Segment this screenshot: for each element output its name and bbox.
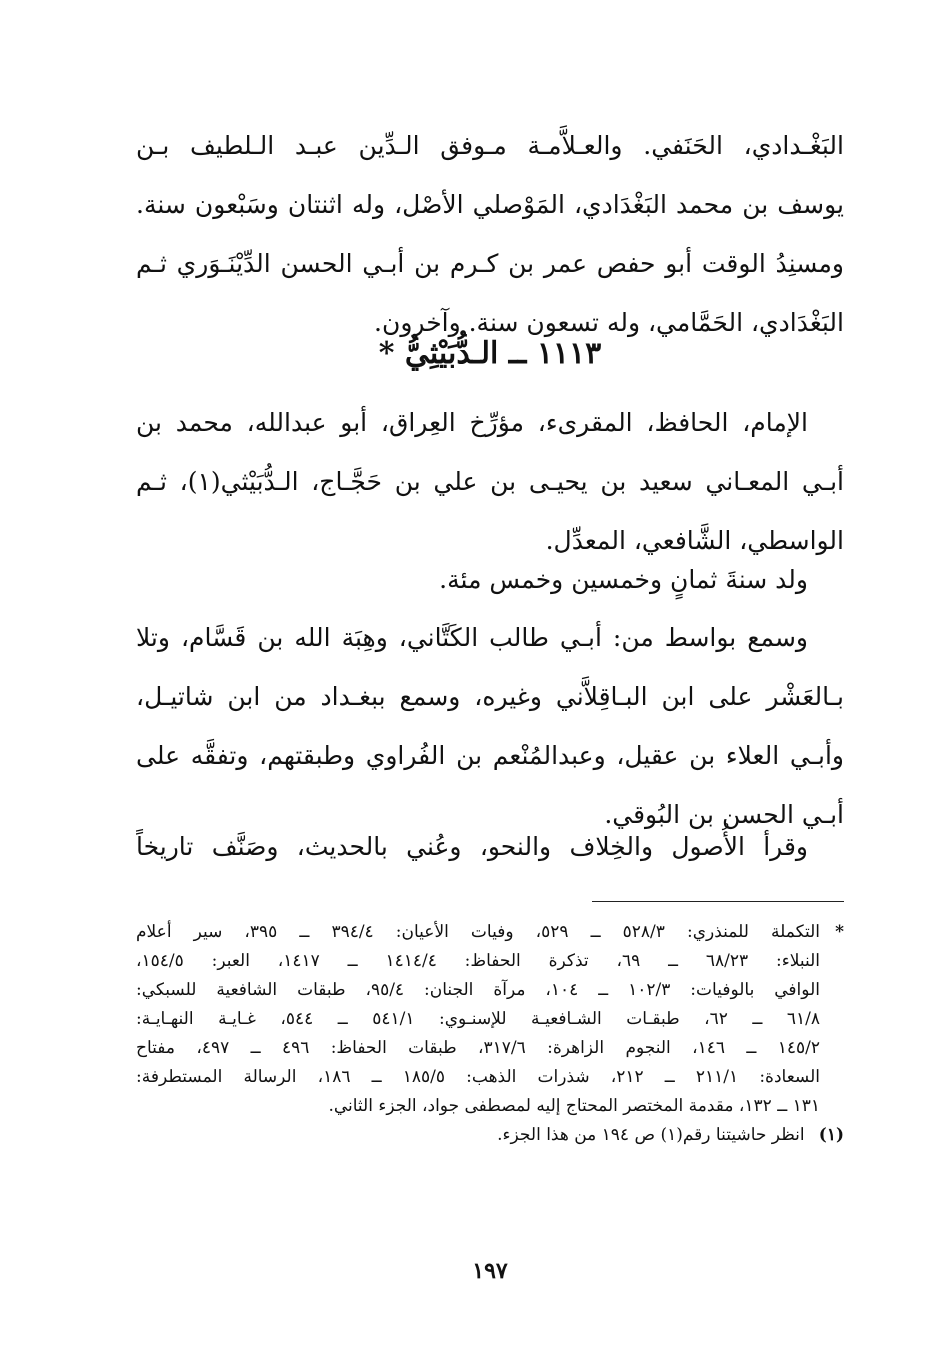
page-number: ١٩٧ — [472, 1258, 508, 1284]
study-line: وأبـي العلاء بن عقيل، وعبدالمُنْعم بن الفُراوي وطبقتهم، وتفقَّه على — [136, 741, 844, 770]
bio-line: أبـي المعـاني سعيد بن يحيـى بن علي بن حَجَّـاج، الـدُّبَيْثي(١)، ثـم — [136, 467, 844, 496]
bio-paragraph — [136, 393, 844, 570]
birth-paragraph — [136, 550, 844, 609]
footnote-source-line: السعادة: ٢١١/١ ــ ٢١٢، شذرات الذهب: ١٨٥/٥ ــ ١٨٦، الرسالة المستطرفة: — [136, 1067, 820, 1087]
footnote-source-line — [136, 918, 844, 947]
study-line: بـالعَشْر على ابن البـاقِلاَّني وغيره، وسمع ببغـداد من ابن شاتيـل، — [136, 682, 844, 711]
footnote-source-text: التكملة للمنذري: ٥٢٨/٣ ــ ٥٢٩، وفيات الأعيان: ٣٩٤/٤ ــ ٣٩٥، سير أعلام — [136, 922, 820, 942]
footnote-source-line: ١٣١ ــ ١٣٢، مقدمة المختصر المحتاج إليه لمصطفى جواد، الجزء الثاني. — [328, 1096, 820, 1116]
intro-line: البَغْدَادي، الحَمَّامي، وله تسعون سنة. وآخرون. — [374, 308, 844, 337]
bio-line: الواسطي، الشَّافعي، المعدِّل. — [545, 526, 844, 555]
later-line: وقرأ الأُصول والخِلاف والنحو، وعُني بالحديث، وصَنَّف تاريخاً — [136, 832, 808, 861]
study-line: أبـي الحسن بن البُوقي. — [604, 800, 844, 829]
footnote-divider — [592, 901, 844, 902]
footnote-source-line: ١٤٥/٢ ــ ١٤٦، النجوم الزاهرة: ٣١٧/٦، طبقات الحفاظ: ٤٩٦ ــ ٤٩٧، مفتاح — [136, 1038, 820, 1058]
entry-heading: ١١١٣ ــ الـدُّبَيْثِيُّ * — [378, 336, 602, 371]
footnote-source-line: ٦١/٨ ــ ٦٢، طبقـات الشـافعيـة للإسنـوي: ٥٤١/١ ــ ٥٤٤، غـايـة النهـايـة: — [136, 1009, 820, 1029]
later-paragraph — [136, 817, 844, 876]
bio-line: الإمام، الحافظ، المقرىء، مؤرِّخ العِراق، أبو عبدالله، محمد بن — [136, 408, 808, 437]
footnotes — [136, 918, 844, 1150]
study-paragraph — [136, 608, 844, 844]
footnote-note — [136, 1121, 844, 1150]
footnote-source-line: النبلاء: ٦٨/٢٣ ــ ٦٩، تذكرة الحفاظ: ١٤١٤/٤ ــ ١٤١٧، العبر: ١٥٤/٥، — [136, 951, 821, 971]
footnote-note-marker: (١) — [818, 1125, 844, 1145]
birth-line: ولد سنةَ ثمانٍ وخمسين وخمس مئة. — [439, 565, 808, 594]
footnote-source-line: الوافي بالوفيات: ١٠٢/٣ ــ ١٠٤، مرآة الجنان: ٩٥/٤، طبقات الشافعية للسبكي: — [136, 980, 820, 1000]
intro-paragraph — [136, 116, 844, 352]
study-line: وسمع بواسط من: أبـي طالب الكَتَّاني، وهِبَة الله بن قَسَّام، وتلا — [136, 623, 808, 652]
intro-line: ومسنِدُ الوقت أبو حفص عمر بن كـرم بن أبـي الحسن الدِّيْنَـوَري ثـم — [136, 249, 844, 278]
intro-line: يوسف بن محمد البَغْدَادي، المَوْصلي الأصْل، وله اثنتان وسَبْعون سنة. — [136, 190, 844, 219]
footnote-source-marker: * — [835, 922, 844, 942]
intro-line: البَغْـدادي، الحَنَفي. والعـلاَّمـة مـوفق الـدِّين عبـد الـلطيف بـن — [136, 131, 844, 160]
footnote-note-text: انظر حاشيتنا رقم(١) ص ١٩٤ من هذا الجزء. — [497, 1125, 805, 1145]
